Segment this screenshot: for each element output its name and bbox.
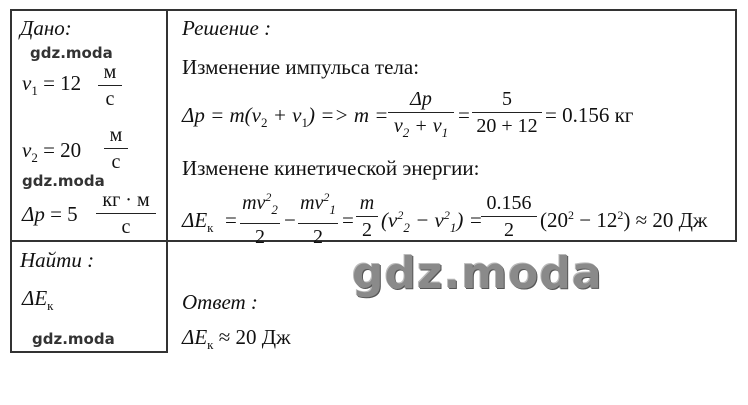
eq1-fraction-values: 5 20 + 12 — [472, 87, 542, 138]
find-target: $\Delta E_к$ — [22, 286, 54, 313]
find-title: Найти : — [20, 248, 95, 272]
eq1-result: = 0.156 кг — [545, 103, 634, 127]
table-border-right — [735, 9, 737, 240]
given-v1-unit: м с — [98, 60, 122, 111]
eq1-equals: = — [458, 103, 470, 127]
watermark-small: gdz.moda — [32, 330, 115, 348]
eq2-tail: $(20^2 - 12^2) \approx 20$ Дж — [540, 208, 708, 232]
solution-line1: Изменение импульса тела: — [182, 55, 420, 79]
given-dp: Δp = 5 — [22, 202, 78, 226]
solution-title: Решение : — [182, 16, 272, 40]
eq2-equals: = — [225, 208, 237, 232]
eq2-fraction-1: $mv^2_2$ 2 — [240, 191, 280, 249]
given-v2: $v_2 = 20$ — [22, 138, 82, 165]
table-border-divider — [166, 9, 168, 353]
eq2-equals-2: = — [342, 208, 354, 232]
eq1-left: $\Delta p = m(v_2 + v_1) => m$ = — [182, 103, 389, 130]
solution-line2: Изменене кинетической энергии: — [182, 156, 480, 180]
eq2-fraction-2: $mv^2_1$ 2 — [298, 191, 338, 249]
eq2-fraction-4: 0.156 2 — [481, 191, 537, 242]
eq2-fraction-3: m 2 — [356, 191, 378, 242]
eq1-fraction-dp: Δp $v_2 + v_1$ — [388, 87, 454, 145]
given-v1: $v_1 = 12$ — [22, 71, 82, 98]
eq2-parenthesis: $(v^2_2 - v^2_1)$ = — [381, 208, 483, 235]
table-border-top — [10, 9, 737, 11]
table-border-bottom — [10, 351, 168, 353]
eq2-lhs: $\Delta E_к$ — [182, 208, 214, 235]
watermark-large: gdz.moda — [352, 248, 603, 299]
table-border-left — [10, 9, 12, 353]
answer-title: Ответ : — [182, 290, 258, 314]
watermark-small: gdz.moda — [22, 172, 105, 190]
eq2-minus: − — [284, 208, 296, 232]
given-title: Дано: — [20, 16, 72, 40]
answer-value: $\Delta E_к \approx 20$ Дж — [182, 325, 291, 352]
given-v2-unit: м с — [104, 123, 128, 174]
watermark-small: gdz.moda — [30, 44, 113, 62]
given-dp-unit: кг · м с — [96, 188, 156, 239]
